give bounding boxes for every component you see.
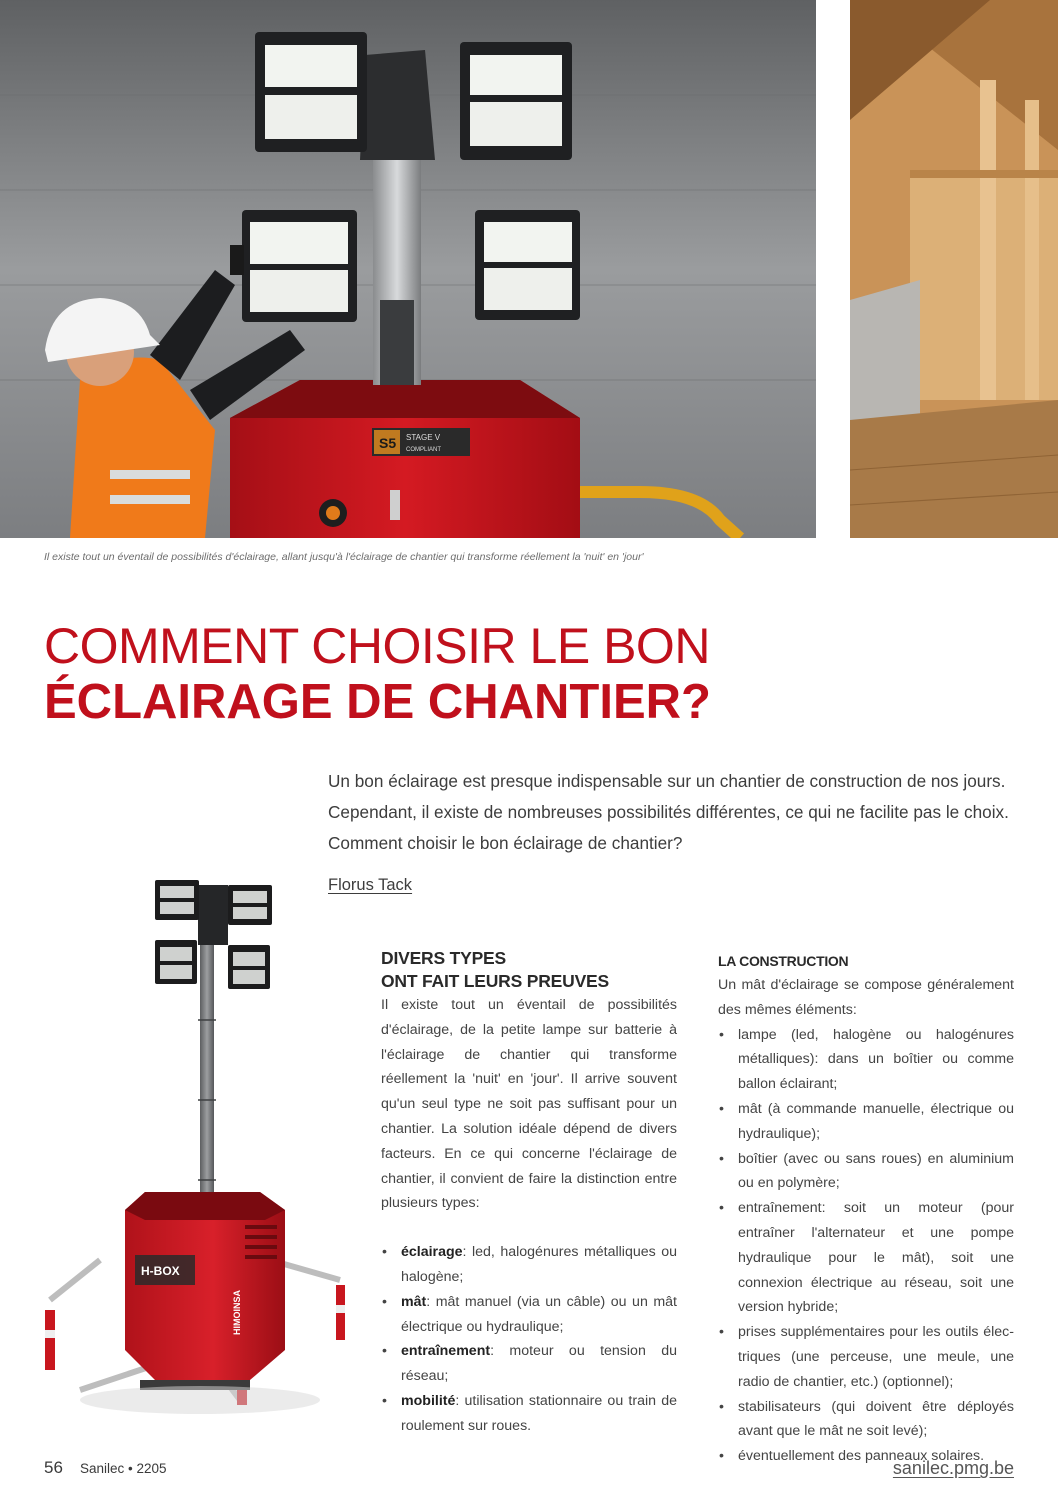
article-lead [328,766,1018,859]
bullet: • [382,1293,387,1310]
magazine-issue: Sanilec • 2205 [80,1461,167,1476]
bullet: • [382,1392,387,1409]
section-types-heading-line2: ONT FAIT LEURS PREUVES [381,971,609,991]
lead-line1: Un bon éclairage est presque indispensable sur un chantier de construction de nos jours. [328,771,1006,791]
list-item [718,1147,1014,1197]
list-item-text: : utilisation stationnaire ou train de roulement sur roues. [401,1392,677,1434]
plate-line1: STAGE V [406,433,441,442]
bullet: • [719,1026,724,1043]
list-item-text: prises supplémentaires pour les outils électriques (une perceuse, une meule, une radio de chantier, etc.) (optionnel); [738,1324,1014,1390]
bullet: • [719,1150,724,1167]
list-item-text: lampe (led, halogène ou halogénures métalliques): dans un boîtier ou comme ballon éclairant; [738,1026,1014,1093]
section-types-paragraph: Il existe tout un éventail de possibilités d'éclairage, de la petite lampe sur batterie à l'éclairage de chantier qui transforme réellement la 'nuit' en 'jour'. Il arrive souvent qu'un seul type ne soit pas suffisant pour un chantier. La solution idéale dépend de divers facteurs. En ce qui concerne l'éclairage de chantier, il convient de faire la distinction entre plusieurs types: [381,997,677,1212]
plate-line2: COMPLIANT [406,447,442,453]
list-item [718,1320,1014,1394]
list-item-text: éventuellement des panneaux solaires. [738,1448,985,1465]
light-tower-illustration [0,0,816,538]
bullet: • [719,1324,724,1341]
list-item [718,1196,1014,1320]
photo-light-tower-worker [0,0,816,538]
section-construction [718,950,1014,1469]
bullet: • [382,1244,387,1261]
list-item-text: stabilisateurs (qui doivent être déployés avant que le mât ne soit levé); [738,1398,1014,1440]
lead-line3: Comment choisir le bon éclairage de chantier? [328,833,683,853]
section-types-heading-line1: DIVERS TYPES [381,948,506,968]
list-item-text: mât (à commande manuelle, électrique ou hydraulique); [738,1100,1014,1142]
list-item [718,1395,1014,1445]
plate-model: S5 [379,435,397,451]
product-illustration [40,880,350,1450]
article-title-line2: ÉCLAIRAGE DE CHANTIER? [44,675,711,729]
list-item-text: : led, halogénures métalliques ou halogène; [401,1244,677,1285]
section-construction-intro: Un mât d'éclairage se compose généralement des mêmes éléments: [718,977,1014,1018]
list-item [718,1097,1014,1147]
section-construction-list [718,1023,1014,1469]
section-types [381,947,677,1439]
list-item-text: boîtier (avec ou sans roues) en aluminium ou en polymère; [738,1150,1014,1192]
bullet: • [719,1200,724,1217]
photo-caption: Il existe tout un éventail de possibilités d'éclairage, allant jusqu'à l'éclairage de chantier qui transforme réellement la 'nuit' en 'jour' [44,551,644,563]
list-item-text: : moteur ou tension du réseau; [401,1343,677,1385]
list-item-text: entraînement: soit un moteur (pour entraîner l'alternateur et une pompe hydraulique pour le mât), soit une connexion électrique au réseau, soit une version hybride; [738,1200,1014,1316]
article-title-line1: COMMENT CHOISIR LE BON [44,618,710,674]
photo-attic-construction [850,0,1058,538]
section-types-list [381,1240,677,1438]
list-item [718,1023,1014,1097]
section-types-heading [381,947,677,993]
lead-line2: Cependant, il existe de nombreuses possibilités différentes, ce qui ne facilite pas le choix. [328,802,1009,822]
list-item [381,1290,677,1340]
bullet: • [719,1448,724,1465]
website-link[interactable]: sanilec.pmg.be [892,1458,1014,1478]
bullet: • [719,1398,724,1415]
bullet: • [382,1343,387,1360]
section-construction-heading: LA CONSTRUCTION [718,953,849,969]
brand-box-label: H-BOX [141,1264,180,1278]
article-author: Florus Tack [328,876,413,894]
brand-side-label: HIMOINSA [232,1290,242,1335]
list-item [381,1240,677,1290]
list-item-term: entraînement [401,1343,491,1360]
bullet: • [719,1100,724,1117]
product-light-tower-image [40,880,350,1450]
list-item [381,1339,677,1389]
list-item-term: mât [401,1293,427,1310]
list-item-term: mobilité [401,1392,456,1409]
list-item-term: éclairage [401,1244,463,1261]
list-item [381,1389,677,1439]
page-number: 56 [44,1458,63,1477]
list-item-text: : mât manuel (via un câble) ou un mât électrique ou hydraulique; [401,1293,677,1335]
attic-illustration [850,0,1058,538]
